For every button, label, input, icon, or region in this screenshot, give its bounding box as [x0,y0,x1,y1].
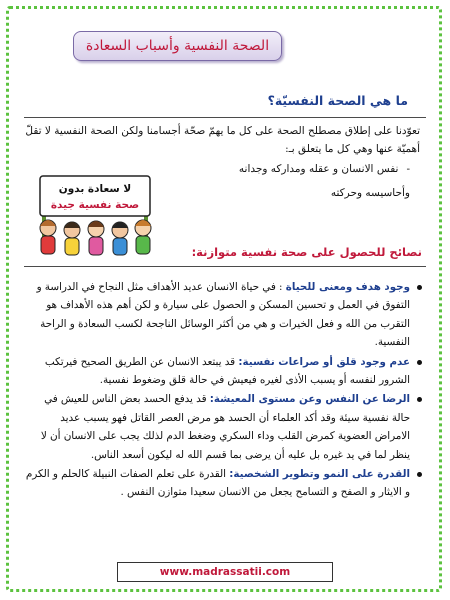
bullet-dot [417,397,422,402]
kid-2 [64,222,80,255]
tips-heading: نصائح للحصول على صحة نفسية متوازنة: [191,245,422,259]
kid-3 [88,221,104,255]
tip-heading: وجود هدف ومعنى للحياة [285,281,410,293]
children-illustration [30,170,160,262]
kid-4 [112,222,128,255]
tip-heading: عدم وجود قلق أو صراعات نفسية: [238,355,410,368]
tip-heading: القدرة على النمو وتطوير الشخصية: [229,468,410,481]
bullet-dot [417,285,422,290]
bullet-dot [417,472,422,477]
tip-body: القدرة على تعلم الصفات النبيلة كالحلم و الكرم و الايثار و الصفح و التسامح يجعل من الانسان سعيدا متوازن النفس . [25,468,410,499]
page-title: الصحة النفسية وأسباب السعادة [73,31,282,61]
bullet-dash: - [406,163,410,175]
tips-list [24,278,422,503]
list-item [24,278,422,352]
kid-5 [135,220,151,254]
section-title: ما هي الصحة النفسيّة؟ [267,93,408,108]
banner-line-1: لا سعادة بدون [58,183,132,195]
tip-body: قد يبتعد الانسان عن الطريق الصحيح فيرتكب الشرور لنفسه أو يسبب الأذى لغيره فيعيش في حالة قلق وضغوط نفسية. [44,355,410,387]
intro-paragraph: تعوّدنا على إطلاق مصطلح الصحة على كل ما يهمّ صحّة أجسامنا ولكن الصحة النفسية لا تقلّ أهميّة عنها وهي كل ما يتعلق بـ: [25,125,420,155]
list-item [24,353,422,390]
bullet-dot [417,360,422,365]
divider [24,117,426,118]
list-item [24,390,422,464]
banner-line-2: صحة نفسية جيدة [50,199,140,211]
divider [24,266,426,267]
kid-1 [40,220,56,254]
website-url[interactable]: www.madrassatii.com [117,562,333,582]
definition-text: نفس الانسان و عقله ومداركه وجدانه وأحاسيسه وحركته [238,163,410,199]
definition-bullet [210,157,410,205]
tip-body: : في حياة الانسان عديد الأهداف مثل النجاح في الدراسة و التفوق في العمل و تحسين المسكن و الحصول على سيارة و لكن أهم هذه الأهداف هو التقرب من الله و فعل الخيرات و هي من أكثر الوسائل الناجحة لكسب السعادة و الراحة النفسية. [36,281,410,349]
tip-body: قد يدفع الحسد بعض الناس للعيش في حالة نفسية سيئة وقد أكد العلماء أن الحسد هو مرض العصر القاتل فهو يسبب عديد الامراض العضوية كمرض القلب وداء السكري وضغط الدم لذلك يجب على الانسان أن لا ينظر لما في يد غيره بل عليه أن يرضى بما قسم الله له ليكون أسعد الناس. [40,393,410,461]
list-item [24,465,422,502]
tip-heading: الرضا عن النفس وعن مستوى المعيشة: [209,393,410,406]
